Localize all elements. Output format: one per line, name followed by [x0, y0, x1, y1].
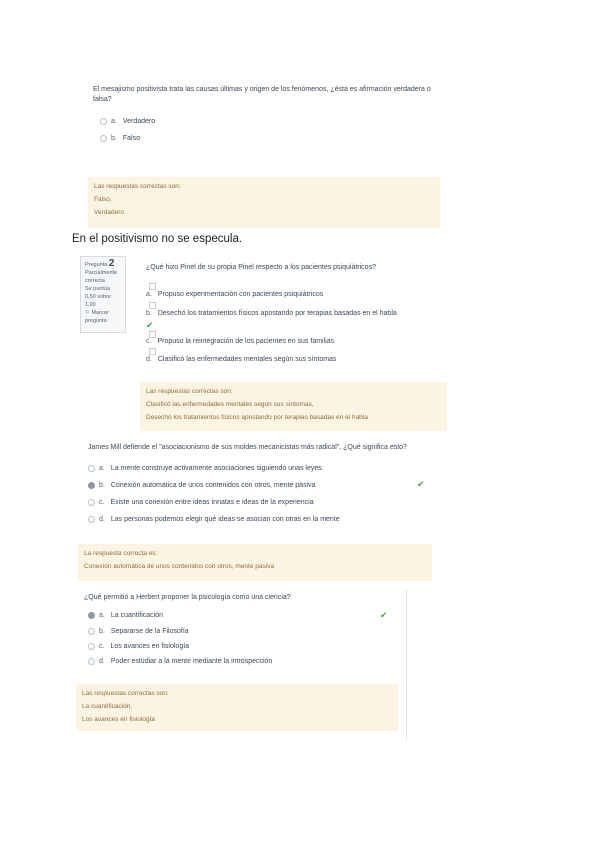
question-number: 2: [108, 258, 115, 269]
q2-option-b[interactable]: [146, 310, 397, 317]
section-note: En el positivismo no se especula.: [72, 233, 243, 245]
feedback-answer: Clasificó las enfermedades mentales según sus síntomas,: [146, 401, 314, 408]
option-label: Falso: [122, 135, 140, 142]
q2-feedback: [140, 382, 447, 431]
feedback-answer: La cuantificación,: [82, 703, 133, 710]
checkbox-icon[interactable]: [149, 348, 156, 355]
option-letter: d.: [99, 516, 105, 523]
q3-text: James Mill defiende el "asociacionismo de sus moldes mecanicistas más radical", ¿Qué significa esto?: [88, 444, 407, 451]
feedback-answer: Conexión automática de unos contenidos con otros, mente pasiva: [84, 563, 275, 570]
check-icon: ✔: [380, 610, 388, 620]
flag-question-link[interactable]: [85, 309, 121, 325]
q4-feedback: [76, 684, 398, 731]
question-label: Pregunta: [85, 262, 108, 268]
feedback-answer: Verdadero: [94, 209, 124, 216]
q1-text: El mesajismo positivista trata las causas últimas y origen de los fenómenos, ¿ésta es afirmación verdadera o falsa?: [93, 86, 431, 103]
radio-icon[interactable]: [100, 118, 107, 125]
option-letter: c.: [99, 499, 105, 506]
feedback-title: Las respuestas correctas son:: [146, 388, 233, 395]
q4-option-c[interactable]: [88, 643, 189, 650]
q4-text: ¿Qué permitió a Herbert proponer la psicología como una ciencia?: [84, 594, 291, 601]
radio-icon[interactable]: [100, 135, 107, 142]
option-letter: c.: [99, 643, 105, 650]
question-score: Se puntúa 0,50 sobre 1,00: [85, 286, 111, 308]
option-letter: a.: [99, 612, 105, 619]
checkbox-icon[interactable]: [149, 331, 156, 338]
option-letter: c.: [146, 338, 152, 345]
option-letter: a.: [146, 291, 152, 298]
flag-label: Marcar pregunta: [85, 310, 109, 324]
q1-option-a[interactable]: [100, 118, 155, 125]
divider: [406, 590, 407, 740]
feedback-answer: Los avances en fisiología: [82, 716, 155, 723]
radio-icon[interactable]: [88, 499, 95, 506]
q3-option-b[interactable]: [88, 482, 316, 489]
radio-icon[interactable]: [88, 658, 95, 665]
check-icon: ✔: [146, 320, 154, 330]
option-label: Propuso experimentación con pacientes psiquiátricos: [157, 291, 324, 298]
q3-option-a[interactable]: [88, 465, 322, 472]
question-status: Parcialmente correcta: [85, 270, 118, 284]
radio-icon[interactable]: [88, 482, 95, 489]
option-label: Clasificó las enfermedades mentales según sus síntomas: [157, 356, 337, 363]
option-letter: d.: [146, 356, 152, 363]
option-letter: a.: [111, 118, 117, 125]
checkbox-icon[interactable]: [149, 283, 156, 290]
radio-icon[interactable]: [88, 516, 95, 523]
q2-option-a[interactable]: [146, 291, 323, 298]
checkbox-icon[interactable]: [149, 302, 156, 309]
feedback-answer: Desechó los tratamientos físicos apostando por terapias basadas en el habla: [146, 414, 368, 421]
option-letter: a.: [99, 465, 105, 472]
option-label: Propuso la reintegración de los pacientes en sus familias: [157, 338, 335, 345]
radio-icon[interactable]: [88, 628, 95, 635]
option-label: La mente construye activamente asociaciones siguiendo unas leyes: [110, 465, 322, 472]
option-label: Separarse de la Filosofía: [110, 628, 189, 635]
q3-feedback: [78, 544, 432, 581]
q4-option-a[interactable]: [88, 612, 163, 619]
option-label: La cuantificación: [110, 612, 163, 619]
option-label: Conexión automática de unos contenidos con otros, mente pasiva: [110, 482, 316, 489]
feedback-title: Las respuestas correctas son:: [94, 183, 181, 190]
option-label: Desechó los tratamientos físicos apostando por terapias basadas en el habla: [157, 310, 397, 317]
option-label: Verdadero: [122, 118, 156, 125]
feedback-answer: Falso,: [94, 196, 112, 203]
option-letter: b.: [146, 310, 152, 317]
option-label: Las personas podemos elegir qué ideas se asocian con otras en la mente: [110, 516, 340, 523]
q2-info-box: [80, 256, 126, 333]
option-label: Existe una conexión entre ideas innatas e ideas de la experiencia: [110, 499, 314, 506]
q2-option-c[interactable]: [146, 338, 334, 345]
q3-option-d[interactable]: [88, 516, 340, 523]
option-letter: b.: [111, 135, 117, 142]
option-letter: d.: [99, 658, 105, 665]
q3-option-c[interactable]: [88, 499, 314, 506]
option-letter: b.: [99, 628, 105, 635]
radio-icon[interactable]: [88, 643, 95, 650]
feedback-title: La respuesta correcta es:: [84, 550, 158, 557]
q2-text: ¿Qué hizo Pinel de su propia Pinel respecto a los pacientes psiquiátricos?: [146, 264, 376, 271]
option-label: Los avances en fisiología: [110, 643, 190, 650]
feedback-title: Las respuestas correctas son:: [82, 690, 169, 697]
q2-option-d[interactable]: [146, 356, 336, 363]
option-letter: b.: [99, 482, 105, 489]
radio-icon[interactable]: [88, 465, 95, 472]
flag-icon: ⚐: [85, 310, 92, 316]
check-icon: ✔: [417, 479, 425, 489]
option-label: Poder estudiar a la mente mediante la introspección: [110, 658, 273, 665]
radio-icon[interactable]: [88, 612, 95, 619]
q4-option-b[interactable]: [88, 628, 189, 635]
q4-option-d[interactable]: [88, 658, 272, 665]
q1-feedback: [88, 177, 440, 228]
q1-option-b[interactable]: [100, 135, 140, 142]
